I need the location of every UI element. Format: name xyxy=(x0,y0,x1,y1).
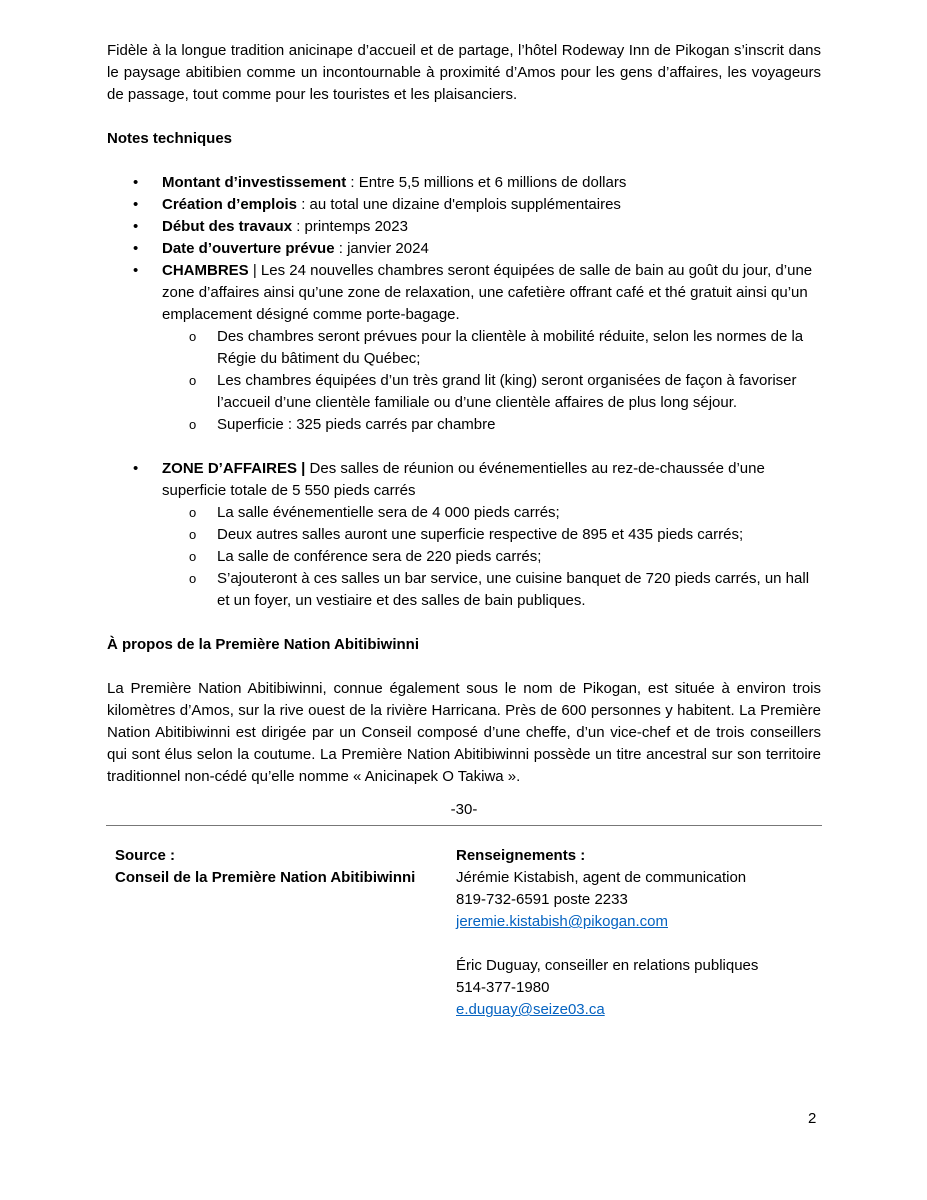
contact-name: Éric Duguay, conseiller en relations publiques xyxy=(456,957,759,974)
info-heading: Renseignements : xyxy=(456,847,586,864)
item-text: : janvier 2024 xyxy=(334,240,429,257)
item-label: Début des travaux xyxy=(162,218,293,235)
contact-phone: 514-377-1980 xyxy=(456,979,550,996)
list-item xyxy=(107,238,821,260)
item-label: Date d’ouverture prévue xyxy=(162,240,335,257)
zone-list xyxy=(107,458,821,612)
contact-name: Jérémie Kistabish, agent de communication xyxy=(456,869,747,886)
item-label: Montant d’investissement xyxy=(162,174,347,191)
about-paragraph: La Première Nation Abitibiwinni, connue également sous le nom de Pikogan, est située à environ trois kilomètres d’Amos, sur la rive ouest de la rivière Harricana. Près de 600 personnes y habitent. La Première Nation Abitibiwinni est dirigée par un Conseil composé d’une cheffe, d’un vice-chef et de trois conseillers qui sont élus selon la coutume. La Première Nation Abitibiwinni possède un titre ancestral sur son territoire traditionnel non-cédé qu’elle nomme « Anicinapek O Takiwa ». xyxy=(107,680,821,785)
document-body xyxy=(107,40,821,821)
list-item xyxy=(107,172,821,194)
end-marker: -30- xyxy=(450,801,478,818)
item-text: Des salles de réunion ou événementielles au rez-de-chaussée d’une superficie totale de 5 550 pieds carrés xyxy=(162,460,765,499)
sub-list-item: o S’ajouteront à ces salles un bar service, une cuisine banquet de 720 pieds carrés, un hall et un foyer, un vestiaire et des salles de bain publiques. xyxy=(162,568,821,612)
sub-list-item: o Superficie : 325 pieds carrés par chambre xyxy=(162,414,821,436)
list-item-chambres xyxy=(107,260,821,436)
item-label: ZONE D’AFFAIRES | xyxy=(162,460,306,477)
chambres-sublist xyxy=(162,326,821,436)
item-text: | Les 24 nouvelles chambres seront équipées de salle de bain au goût du jour, d’une zone d’affaires ainsi qu’une zone de relaxation, une cafetière offrant café et thé gratuit ainsi qu’un emplacement désigné comme porte-bagage. xyxy=(162,262,813,323)
item-text: : au total une dizaine d'emplois supplémentaires xyxy=(297,196,621,213)
info-column xyxy=(456,845,816,1021)
list-item-zone xyxy=(107,458,821,612)
contact-email-link[interactable]: e.duguay@seize03.ca xyxy=(456,1001,605,1018)
zone-sublist xyxy=(162,502,821,612)
divider xyxy=(106,825,822,826)
item-text: : Entre 5,5 millions et 6 millions de dollars xyxy=(346,174,627,191)
contact-email-link[interactable]: jeremie.kistabish@pikogan.com xyxy=(456,913,668,930)
page-number: 2 xyxy=(808,1110,817,1127)
source-column xyxy=(115,845,445,889)
source-org: Conseil de la Première Nation Abitibiwinni xyxy=(115,869,416,886)
sub-list-item: o Les chambres équipées d’un très grand lit (king) seront organisées de façon à favoriser l’accueil d’une clientèle familiale ou d’une clientèle affaires de plus long séjour. xyxy=(162,370,821,414)
item-label: Création d’emplois xyxy=(162,196,298,213)
item-text: : printemps 2023 xyxy=(292,218,408,235)
sub-list-item: o Des chambres seront prévues pour la clientèle à mobilité réduite, selon les normes de la Régie du bâtiment du Québec; xyxy=(162,326,821,370)
sub-list-item: o Deux autres salles auront une superficie respective de 895 et 435 pieds carrés; xyxy=(162,524,821,546)
item-label: CHAMBRES xyxy=(162,262,249,279)
notes-heading: Notes techniques xyxy=(107,130,233,147)
sub-list-item: o La salle événementielle sera de 4 000 pieds carrés; xyxy=(162,502,821,524)
notes-list xyxy=(107,172,821,436)
source-heading: Source : xyxy=(115,847,176,864)
contact-phone: 819-732-6591 poste 2233 xyxy=(456,891,628,908)
list-item xyxy=(107,216,821,238)
list-item xyxy=(107,194,821,216)
about-heading: À propos de la Première Nation Abitibiwinni xyxy=(107,636,419,653)
intro-paragraph: Fidèle à la longue tradition anicinape d’accueil et de partage, l’hôtel Rodeway Inn de Pikogan s’inscrit dans le paysage abitibien comme un incontournable à proximité d’Amos pour les gens d’affaires, les voyageurs de passage, tout comme pour les touristes et les plaisanciers. xyxy=(107,42,821,103)
sub-list-item: o La salle de conférence sera de 220 pieds carrés; xyxy=(162,546,821,568)
